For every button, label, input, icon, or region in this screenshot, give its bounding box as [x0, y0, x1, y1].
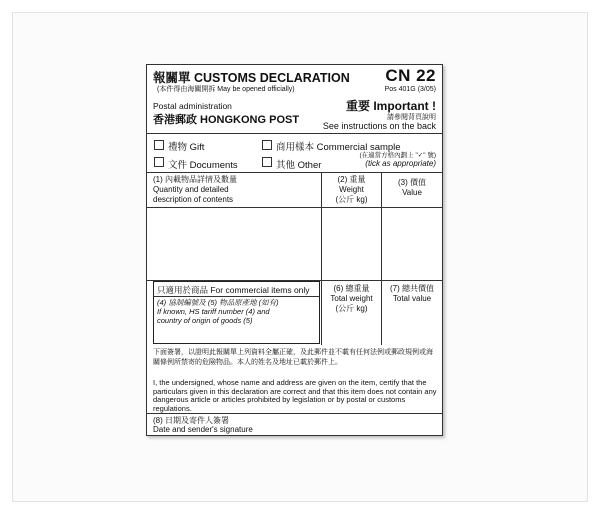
- divider: [147, 413, 442, 414]
- documents-checkbox[interactable]: [154, 157, 164, 167]
- column-description: (1) 內載物品詳情及數量 Quantity and detailed description of contents: [153, 175, 237, 204]
- form-code: CN 22: [385, 66, 436, 85]
- signature-label-cn: (8) 日期及寄件人簽署: [153, 416, 229, 425]
- important-sub: 請參閱背頁說明: [387, 114, 436, 121]
- commercial-items-box: [153, 281, 320, 344]
- other-label: 其他 Other: [276, 160, 322, 171]
- divider: [147, 133, 442, 134]
- signature-label[interactable]: Date and sender's signature: [153, 425, 253, 434]
- column-value: (3) 價值 Value: [398, 178, 426, 197]
- total-weight-field[interactable]: (6) 總重量 Total weight (公斤 kg): [330, 284, 373, 313]
- hs-tariff-note: (4) 協制編號及 (5) 物品原產地 (如有) If known, HS tariff number (4) and country of origin of goods (5): [157, 298, 279, 325]
- column-weight: (2) 重量 Weight (公斤 kg): [335, 175, 368, 204]
- tick-instruction: (tick as appropriate): [365, 159, 436, 168]
- other-checkbox[interactable]: [262, 157, 272, 167]
- contents-description-field[interactable]: [148, 208, 320, 280]
- form-subtitle: (本件得由海關開拆 May be opened officially): [157, 86, 295, 93]
- divider: [147, 172, 442, 173]
- commercial-sample-checkbox[interactable]: [262, 140, 272, 150]
- commercial-items-title: 只適用於商品 For commercial items only: [157, 285, 310, 295]
- important-label: 重要 Important !: [346, 99, 436, 113]
- tick-instruction-cn: (在適當方格內劃上 "✓" 號): [359, 152, 436, 159]
- documents-label: 文件 Documents: [168, 160, 238, 171]
- total-value-field[interactable]: (7) 總共價值 Total value: [390, 284, 434, 303]
- see-instructions: See instructions on the back: [322, 121, 436, 131]
- gift-label: 禮物 Gift: [168, 142, 205, 153]
- form-title: 報關單 CUSTOMS DECLARATION: [153, 71, 350, 85]
- cn22-form: [146, 64, 443, 436]
- declaration-cn: 下面簽署，以證明此報關單上列資料全屬正確，及此郵件並不載有任何法例或郵政規例或海關條例所禁寄的危險物品。本人的姓名及地址已載於郵件上。: [153, 349, 433, 366]
- divider: [154, 296, 319, 297]
- declaration-text: I, the undersigned, whose name and address are given on the item, certify that the particulars given in this declaration are correct and that this item does not contain any dangerous article or articles prohibited by legislation or by postal or customs regulations.: [153, 378, 437, 413]
- postal-name: 香港郵政 HONGKONG POST: [153, 114, 300, 126]
- gift-checkbox[interactable]: [154, 140, 164, 150]
- weight-field[interactable]: [322, 208, 380, 280]
- postal-admin-label: Postal administration: [153, 101, 232, 111]
- commercial-sample-label: 商用樣本 Commercial sample: [276, 142, 401, 153]
- form-number: Pos 401G (3/05): [384, 86, 436, 93]
- value-field[interactable]: [382, 208, 441, 280]
